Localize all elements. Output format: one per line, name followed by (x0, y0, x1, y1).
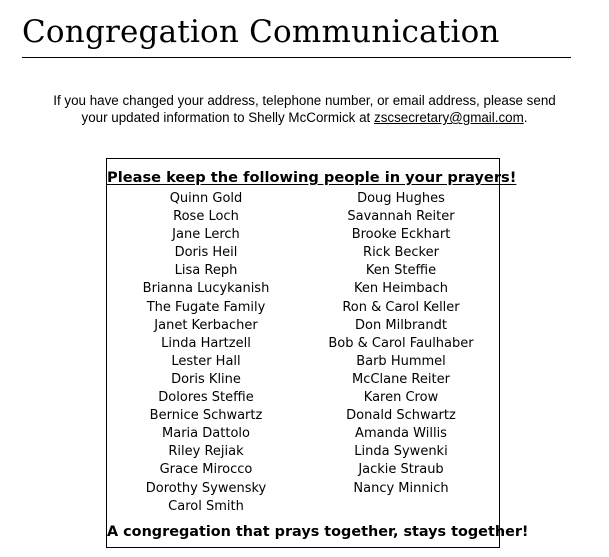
prayer-list-item: Lester Hall (171, 353, 241, 369)
prayer-list-item: Janet Kerbacher (154, 317, 258, 333)
prayer-list-item: McClane Reiter (352, 371, 450, 387)
prayer-list-item: Karen Crow (363, 390, 439, 406)
prayer-list-item: Savannah Reiter (347, 209, 455, 225)
prayer-list-item: Donald Schwartz (346, 408, 456, 424)
prayer-list-item: Rick Becker (363, 245, 439, 261)
prayer-list-item: Doris Heil (174, 245, 238, 261)
title-divider (22, 57, 571, 58)
prayer-list-item: The Fugate Family (146, 299, 266, 315)
prayer-list-item: Linda Sywenki (354, 444, 448, 460)
prayer-list-item: Dorothy Sywensky (145, 480, 267, 496)
prayer-list-item: Dolores Steffie (158, 390, 254, 406)
prayer-list-item: Ken Steffie (365, 263, 437, 279)
prayer-list-item: Doris Kline (171, 371, 241, 387)
prayer-list-item: Bob & Carol Faulhaber (328, 335, 474, 351)
prayer-list-item: Doug Hughes (357, 191, 445, 206)
prayer-list-item: Jane Lerch (172, 227, 240, 243)
prayer-list-right-column (297, 190, 505, 498)
prayer-list-item: Barb Hummel (356, 353, 446, 369)
intro-line-2-suffix: . (523, 110, 528, 125)
prayer-list-left-column (107, 190, 305, 516)
prayer-list-item: Ron & Carol Keller (342, 299, 460, 315)
prayer-list-item: Grace Mirocco (159, 462, 253, 478)
prayer-list-item: Nancy Minnich (353, 480, 449, 496)
prayer-list-item: Quinn Gold (169, 191, 243, 206)
prayer-list-item: Brianna Lucykanish (142, 281, 270, 297)
prayer-list-item: Riley Rejiak (168, 444, 244, 460)
prayer-list-item: Maria Dattolo (162, 426, 250, 442)
prayer-list-box (106, 158, 529, 548)
prayer-list-item: Rose Loch (173, 209, 239, 225)
intro-line-2-prefix: your updated information to Shelly McCormick at (81, 110, 374, 125)
intro-line-1: If you have changed your address, telephone number, or email address, please send (53, 93, 556, 108)
prayer-list-footer: A congregation that prays together, stays together! (107, 524, 529, 540)
prayer-list-heading: Please keep the following people in your prayers! (107, 169, 517, 186)
prayer-list-item: Bernice Schwartz (149, 408, 263, 424)
page-title: Congregation Communication (22, 14, 500, 50)
prayer-list-item: Amanda Willis (355, 426, 447, 442)
prayer-list-item: Linda Hartzell (161, 335, 251, 351)
secretary-email-link[interactable]: zscsecretary@gmail.com (374, 110, 524, 125)
prayer-list-item: Jackie Straub (358, 462, 444, 478)
prayer-list-item: Ken Heimbach (354, 281, 448, 297)
prayer-list-item: Lisa Reph (174, 263, 238, 279)
prayer-list-item: Brooke Eckhart (351, 227, 451, 243)
intro-paragraph (40, 92, 569, 126)
prayer-list-item: Don Milbrandt (355, 317, 447, 333)
prayer-list-item: Carol Smith (168, 498, 244, 514)
